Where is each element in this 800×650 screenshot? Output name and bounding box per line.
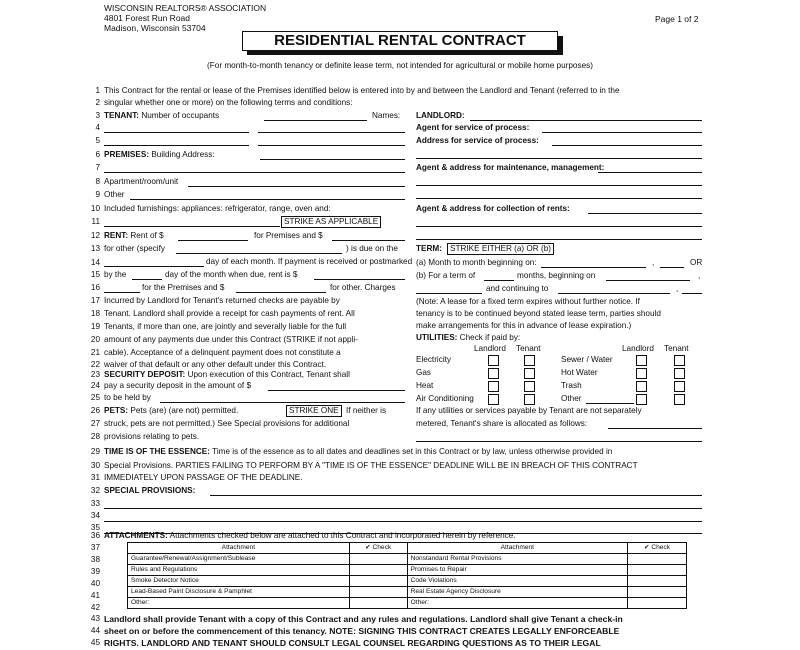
check-header-left: ✔ Check <box>349 543 407 554</box>
for-other-charges-label: for other. Charges <box>330 283 396 292</box>
agent-maintenance-field-2[interactable] <box>416 185 702 186</box>
by-the-label: by the <box>104 270 127 279</box>
line-number: 30 <box>90 461 100 470</box>
for-premises-2-label: for the Premises and $ <box>142 283 225 292</box>
line-number: 7 <box>95 163 100 172</box>
rent-of-label: Rent of $ <box>130 231 164 240</box>
security-amount-field[interactable] <box>268 390 405 391</box>
line-number: 15 <box>90 270 100 279</box>
line-number: 38 <box>90 555 100 564</box>
agent-maintenance-field-3[interactable] <box>416 198 702 199</box>
attachment-header-left: Attachment <box>128 543 350 554</box>
check-cell[interactable] <box>628 565 687 576</box>
utility-other: Other <box>561 394 582 403</box>
attachment-agency: Real Estate Agency Disclosure <box>407 587 627 598</box>
check-cell[interactable] <box>349 565 407 576</box>
agent-collection-field[interactable] <box>588 213 702 214</box>
fixed-term-label: (b) For a term of <box>416 271 476 280</box>
special-provisions-field-1[interactable] <box>210 495 702 496</box>
tenant-label: TENANT: <box>104 111 140 120</box>
gas-landlord-checkbox[interactable] <box>488 368 499 379</box>
late-other-field[interactable] <box>236 292 326 293</box>
agent-collection-field-3[interactable] <box>416 239 702 240</box>
hotwater-landlord-checkbox[interactable] <box>636 368 647 379</box>
furnishings-label: Included furnishings: appliances: refrigerator, range, oven and: <box>104 204 331 213</box>
essence-label: TIME IS OF THE ESSENCE: <box>104 447 210 456</box>
line-number: 36 <box>90 531 100 540</box>
address-service-field-2[interactable] <box>416 158 702 159</box>
ac-tenant-checkbox[interactable] <box>524 394 535 405</box>
strike-one-box: STRIKE ONE <box>286 405 342 417</box>
tenant-name-field-4[interactable] <box>258 145 405 146</box>
landlord-field[interactable] <box>470 120 702 121</box>
day-when-due-label: day of the month when due, rent is $ <box>165 270 298 279</box>
check-cell[interactable] <box>628 598 687 609</box>
rent-line-22: waiver of that default or any other default under this Contract. <box>104 360 327 369</box>
for-other-label: for other (specify <box>104 244 165 253</box>
sewer-landlord-checkbox[interactable] <box>636 355 647 366</box>
check-cell[interactable] <box>349 598 407 609</box>
attachment-rules: Rules and Regulations <box>128 565 350 576</box>
other-tenant-checkbox[interactable] <box>674 394 685 405</box>
address-service-field[interactable] <box>552 145 702 146</box>
term-begin-year-field[interactable] <box>416 293 482 294</box>
line-number: 23 <box>90 370 100 379</box>
attachments-label: ATTACHMENTS: <box>104 531 168 540</box>
attachments-text: Attachments checked below are attached to this Contract and incorporated herein by reference. <box>169 531 516 540</box>
other-label: Other <box>104 190 125 199</box>
intro-line-2: singular whether one or more) on the following terms and conditions: <box>104 98 353 107</box>
attachment-other-left: Other: <box>128 598 350 609</box>
address-service-label: Address for service of process: <box>416 136 539 145</box>
attachment-lead-paint: Lead-Based Paint Disclosure & Pamphlet <box>128 587 350 598</box>
names-label: Names: <box>372 111 401 120</box>
page-number: Page 1 of 2 <box>655 14 699 24</box>
other-amount-field[interactable] <box>332 240 405 241</box>
utility-hot-water: Hot Water <box>561 368 598 377</box>
and-continuing-label: and continuing to <box>486 284 549 293</box>
term-note-3: make arrangements for this in advance of lease expiration.) <box>416 321 632 330</box>
line-number: 31 <box>90 473 100 482</box>
utility-sewer-water: Sewer / Water <box>561 355 613 364</box>
hotwater-tenant-checkbox[interactable] <box>674 368 685 379</box>
months-beginning-label: months, beginning on <box>517 271 596 280</box>
or-label: OR <box>690 258 703 267</box>
check-cell[interactable] <box>628 587 687 598</box>
line-number: 3 <box>95 111 100 120</box>
agent-maintenance-label: Agent & address for maintenance, management: <box>416 163 605 172</box>
trash-landlord-checkbox[interactable] <box>636 381 647 392</box>
pets-line-28: provisions relating to pets. <box>104 432 200 441</box>
heat-tenant-checkbox[interactable] <box>524 381 535 392</box>
rent-line-20: amount of any payments due under this Contract (STRIKE if not appli- <box>104 335 358 344</box>
check-cell[interactable] <box>349 587 407 598</box>
line-number: 45 <box>90 638 100 647</box>
line-number: 28 <box>90 432 100 441</box>
line-number: 33 <box>90 499 100 508</box>
line-number: 9 <box>95 190 100 199</box>
attachment-nonstandard: Nonstandard Rental Provisions <box>407 554 627 565</box>
agent-service-label: Agent for service of process: <box>416 123 530 132</box>
premises-label: PREMISES: <box>104 150 150 159</box>
line-number: 19 <box>90 322 100 331</box>
line-number: 13 <box>90 244 100 253</box>
late-day-field[interactable] <box>132 279 162 280</box>
term-end-year-field[interactable] <box>682 293 702 294</box>
closing-line-43: Landlord shall provide Tenant with a copy of this Contract and any rules and regulations. Landlord shall give Tenant a check-in <box>104 614 623 624</box>
agent-service-field[interactable] <box>542 132 702 133</box>
line-number: 6 <box>95 150 100 159</box>
utility-share-2: metered, Tenant's share is allocated as follows: <box>416 419 588 428</box>
line-number: 1 <box>95 86 100 95</box>
pets-label: PETS: <box>104 406 129 415</box>
check-if-paid-label: Check if paid by: <box>459 333 521 342</box>
rent-line-18: Tenant. Landlord shall provide a receipt for cash payments of rent. All <box>104 309 355 318</box>
check-cell[interactable] <box>349 576 407 587</box>
ac-landlord-checkbox[interactable] <box>488 394 499 405</box>
col-tenant-left: Tenant <box>516 344 541 353</box>
term-note-2: tenancy is to be continued beyond stated lease term, parties should <box>416 309 661 318</box>
building-address-label: Building Address: <box>151 150 215 159</box>
month-to-month-label: (a) Month to month beginning on: <box>416 258 537 267</box>
line-number: 21 <box>90 348 100 357</box>
utility-share-field-2[interactable] <box>416 441 702 442</box>
association-address-1: 4801 Forest Run Road <box>104 13 190 23</box>
tenant-name-field-3[interactable] <box>104 145 249 146</box>
agent-collection-label: Agent & address for collection of rents: <box>416 204 570 213</box>
furnishings-field[interactable] <box>104 226 280 227</box>
held-by-label: to be held by <box>104 393 151 402</box>
line-number: 12 <box>90 231 100 240</box>
attachment-header-right: Attachment <box>407 543 627 554</box>
line-number: 22 <box>90 360 100 369</box>
check-header-right: ✔ Check <box>628 543 687 554</box>
occupants-field[interactable] <box>264 120 367 121</box>
trash-tenant-checkbox[interactable] <box>674 381 685 392</box>
attachment-code: Code Violations <box>407 576 627 587</box>
rent-label: RENT: <box>104 231 129 240</box>
landlord-label: LANDLORD: <box>416 111 465 120</box>
apartment-label: Apartment/room/unit <box>104 177 179 186</box>
col-landlord-left: Landlord <box>474 344 506 353</box>
line-number: 17 <box>90 296 100 305</box>
line-number: 18 <box>90 309 100 318</box>
line-number: 14 <box>90 258 100 267</box>
rent-line-21: cable). Acceptance of a delinquent payment does not constitute a <box>104 348 341 357</box>
utility-trash: Trash <box>561 381 582 390</box>
attachment-other-right: Other: <box>407 598 627 609</box>
check-cell[interactable] <box>628 554 687 565</box>
agent-maintenance-field[interactable] <box>598 172 702 173</box>
agent-collection-field-2[interactable] <box>416 226 702 227</box>
attachment-guarantee: Guarantee/Renewal/Assignment/Sublease <box>128 554 350 565</box>
late-premises-field[interactable] <box>104 292 140 293</box>
intro-line-1: This Contract for the rental or lease of the Premises identified below is entered into by and between the Landlord and Tenant (referred to in the <box>104 86 620 95</box>
line-number: 10 <box>90 204 100 213</box>
line-number: 16 <box>90 283 100 292</box>
electricity-landlord-checkbox[interactable] <box>488 355 499 366</box>
due-day-field[interactable] <box>104 266 204 267</box>
essence-line-30: Special Provisions. PARTIES FAILING TO PERFORM BY A "TIME IS OF THE ESSENCE" DEADLINE WILL BE IN BREACH OF THIS CONTRACT <box>104 461 638 470</box>
utility-heat: Heat <box>416 381 434 390</box>
utility-air-conditioning: Air Conditioning <box>416 394 474 403</box>
strike-either-box: STRIKE EITHER (a) OR (b) <box>447 243 554 255</box>
apartment-field[interactable] <box>188 186 405 187</box>
attachments-table <box>127 542 687 609</box>
other-field[interactable] <box>130 199 405 200</box>
specify-field[interactable] <box>176 253 342 254</box>
line-number: 11 <box>91 217 100 226</box>
attachment-smoke: Smoke Detector Notice <box>128 576 350 587</box>
due-on-label: ) is due on the <box>346 244 398 253</box>
essence-line-31: IMMEDIATELY UPON PASSAGE OF THE DEADLINE. <box>104 473 303 482</box>
heat-landlord-checkbox[interactable] <box>488 381 499 392</box>
occupants-label: Number of occupants <box>141 111 220 120</box>
line-number: 32 <box>90 486 100 495</box>
utility-electricity: Electricity <box>416 355 452 364</box>
special-provisions-field-3[interactable] <box>104 521 702 522</box>
other-landlord-checkbox[interactable] <box>636 394 647 405</box>
page-subtitle: (For month-to-month tenancy or definite lease term, not intended for agricultural or mobile home purposes) <box>207 61 593 70</box>
line-number: 40 <box>90 579 100 588</box>
pets-line-27: struck, pets are not permitted.) See Special provisions for additional <box>104 419 350 428</box>
association-name: WISCONSIN REALTORS® ASSOCIATION <box>104 3 267 13</box>
term-end-field[interactable] <box>558 293 670 294</box>
line-number: 44 <box>90 626 100 635</box>
essence-text: Time is of the essence as to all dates and deadlines set in this Contract or by law, unless otherwise provided in <box>212 447 613 456</box>
line-number: 26 <box>90 406 100 415</box>
closing-line-45: RIGHTS. LANDLORD AND TENANT SHOULD CONSULT LEGAL COUNSEL REGARDING QUESTIONS AS TO THEIR LEGAL <box>104 638 601 648</box>
line-number: 29 <box>90 447 100 456</box>
late-rent-field[interactable] <box>314 279 405 280</box>
gas-tenant-checkbox[interactable] <box>524 368 535 379</box>
building-address-field-2[interactable] <box>104 172 405 173</box>
day-each-month-label: day of each month. If payment is received or postmarked <box>206 257 413 266</box>
if-neither-label: If neither is <box>346 406 387 415</box>
line-number: 2 <box>95 98 100 107</box>
line-number: 25 <box>90 393 100 402</box>
term-label: TERM: <box>416 244 442 253</box>
held-by-field[interactable] <box>160 402 405 403</box>
tenant-name-field-1[interactable] <box>104 132 249 133</box>
col-landlord-right: Landlord <box>622 344 654 353</box>
line-number: 4 <box>95 123 100 132</box>
line-number: 41 <box>90 591 100 600</box>
line-number: 37 <box>90 543 100 552</box>
col-tenant-right: Tenant <box>664 344 689 353</box>
utility-gas: Gas <box>416 368 432 377</box>
rent-line-19: Tenants, if more than one, are jointly and severally liable for the full <box>104 322 347 331</box>
check-cell[interactable] <box>349 554 407 565</box>
utility-share-field[interactable] <box>608 428 702 429</box>
security-text: Upon execution of this Contract, Tenant shall <box>187 370 350 379</box>
term-months-field[interactable] <box>484 280 514 281</box>
month-to-month-date-field[interactable] <box>541 267 646 268</box>
pets-text: Pets (are) (are not) permitted. <box>130 406 239 415</box>
pay-security-label: pay a security deposit in the amount of $ <box>104 381 252 390</box>
association-address-2: Madison, Wisconsin 53704 <box>104 23 206 33</box>
utilities-label: UTILITIES: <box>416 333 458 342</box>
special-provisions-field-2[interactable] <box>104 508 702 509</box>
line-number: 42 <box>90 603 100 612</box>
line-number: 24 <box>90 381 100 390</box>
strike-applicable-box: STRIKE AS APPLICABLE <box>281 216 381 228</box>
utility-other-field[interactable] <box>586 403 634 404</box>
term-begin-field[interactable] <box>606 280 690 281</box>
security-label: SECURITY DEPOSIT: <box>104 370 186 379</box>
line-number: 43 <box>90 614 100 623</box>
check-cell[interactable] <box>628 576 687 587</box>
rent-amount-field[interactable] <box>178 240 248 241</box>
tenant-name-field-2[interactable] <box>258 132 405 133</box>
for-premises-label: for Premises and $ <box>254 231 323 240</box>
sewer-tenant-checkbox[interactable] <box>674 355 685 366</box>
line-number: 35 <box>90 523 100 532</box>
attachment-promises: Promises to Repair <box>407 565 627 576</box>
month-to-month-year-field[interactable] <box>660 267 684 268</box>
electricity-tenant-checkbox[interactable] <box>524 355 535 366</box>
building-address-field[interactable] <box>260 159 405 160</box>
special-provisions-label: SPECIAL PROVISIONS: <box>104 486 196 495</box>
line-number: 34 <box>90 511 100 520</box>
line-number: 5 <box>95 136 100 145</box>
line-number: 8 <box>95 177 100 186</box>
line-number: 20 <box>90 335 100 344</box>
rent-line-17: Incurred by Landlord for Tenant's returned checks are payable by <box>104 296 340 305</box>
term-note-1: (Note: A lease for a fixed term expires without further notice. If <box>416 297 640 306</box>
closing-line-44: sheet on or before the commencement of this tenancy. NOTE: SIGNING THIS CONTRACT CREATES LEGALLY ENFORCEABLE <box>104 626 620 636</box>
page-title: RESIDENTIAL RENTAL CONTRACT <box>242 31 558 51</box>
utility-share-1: If any utilities or services payable by Tenant are not separately <box>416 406 642 415</box>
line-number: 39 <box>90 567 100 576</box>
line-number: 27 <box>90 419 100 428</box>
